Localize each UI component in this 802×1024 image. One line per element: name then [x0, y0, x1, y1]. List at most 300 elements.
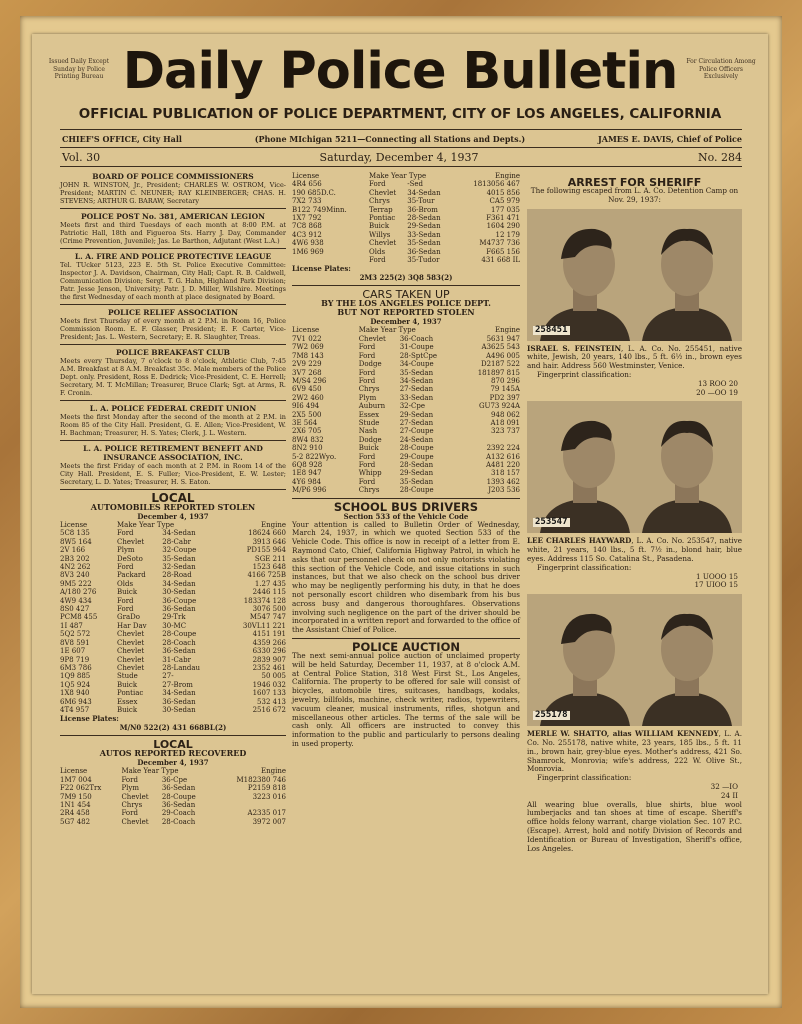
engine-cell: 4166 725B: [247, 571, 286, 580]
type-cell: 27-: [162, 672, 174, 681]
type-cell: 32-Cpe: [399, 402, 425, 411]
table-row: [60, 706, 286, 714]
mugshot-image: [527, 209, 742, 341]
license-cell: 3E 564: [292, 418, 318, 427]
type-cell: 30-Sedan: [162, 705, 196, 714]
type-cell: 36-Sedan: [161, 784, 196, 793]
type-cell: 24-Sedan: [399, 435, 434, 444]
front-portrait: [642, 228, 732, 340]
type-cell: 36-Brom: [407, 205, 438, 214]
type-cell: 36-Sedan: [162, 697, 196, 706]
divider: [60, 304, 286, 305]
engine-cell: 183374 128: [243, 596, 286, 605]
table-row: [60, 588, 286, 596]
organization-box: [60, 304, 286, 341]
engine-cell: PD2 397: [489, 393, 520, 402]
recovered-date: December 4, 1937: [137, 758, 209, 768]
make-cell: Chevlet: [369, 239, 397, 248]
table-row: [292, 206, 520, 214]
type-cell: 28-Coupe: [161, 792, 196, 801]
divider: [60, 248, 286, 249]
type-cell: 35-Tour: [407, 197, 435, 206]
license-cell: 6V9 450: [292, 385, 322, 394]
make-cell: Buick: [358, 444, 379, 453]
type-cell: 32-Coupe: [162, 546, 197, 555]
divider: [60, 129, 742, 130]
engine-cell: D2187 522: [480, 360, 520, 369]
table-row: [292, 427, 520, 435]
license-cell: 190 685D.C.: [292, 188, 336, 197]
table-row: [60, 563, 286, 571]
license-cell: 4W6 938: [292, 239, 324, 248]
column-header: Make Year Type: [358, 326, 416, 335]
license-cell: PCM8 455: [60, 613, 98, 622]
type-cell: 29-Sedan: [399, 410, 434, 419]
license-cell: 3V7 268: [292, 368, 322, 377]
license-cell: 8V3 240: [60, 571, 90, 580]
table-row: [60, 622, 286, 630]
wanted-person: [527, 209, 742, 398]
cars-date: December 4, 1937: [370, 317, 442, 327]
type-cell: 28-Coupe: [399, 486, 434, 495]
column-header: Engine: [261, 521, 286, 529]
table-row: [60, 793, 286, 801]
make-cell: Ford: [121, 809, 138, 818]
organization-boxes: [60, 172, 286, 490]
license-cell: 1N1 454: [60, 800, 91, 809]
fingerprint-label: Fingerprint classification:: [537, 562, 632, 572]
type-cell: 36-Sedan: [161, 800, 196, 809]
type-cell: 29-Coach: [161, 809, 196, 818]
organization-body: Tel. TUcker 5123, 223 E. 5th St. Police Executive Committee: Inspector J. A. Davidson, Chairman, City Hall; Capt. R. B. Caldwell, Communication Division; Sergt. T. G. Hahn, Highland Park Division; Patr. Jesse Jenson, University; Patr. J. D. Miller, Wilshire. Meetings the first Wednesday of each month at place designated by Board.: [60, 261, 286, 301]
table-row: [292, 231, 520, 239]
engine-cell: 870 296: [491, 376, 520, 385]
arrest-intro: The following escaped from L. A. Co. Detention Camp on Nov. 29, 1937:: [530, 186, 739, 204]
table-row: [292, 444, 520, 452]
type-cell: 34-Sedan: [407, 188, 441, 197]
type-cell: 36-Sedan: [162, 605, 196, 614]
divider: [60, 147, 742, 148]
type-cell: 28-Sedan: [407, 214, 441, 223]
license-cell: 1X7 792: [292, 214, 322, 223]
column-header: Engine: [495, 326, 520, 335]
organization-title: L. A. POLICE FEDERAL CREDIT UNION: [89, 404, 257, 413]
divider: [60, 166, 742, 167]
type-cell: 35-Sedan: [407, 239, 441, 248]
type-cell: 30-Sedan: [162, 588, 196, 597]
issue-number: No. 284: [697, 151, 742, 164]
make-cell: Chrys: [358, 385, 380, 394]
make-cell: Chevlet: [121, 817, 149, 826]
table-row: [292, 352, 520, 360]
engine-cell: 3223 016: [252, 792, 286, 801]
table-row: [60, 681, 286, 689]
make-cell: Chevlet: [117, 647, 145, 656]
plates-label: License Plates:: [292, 264, 351, 274]
cars-sub2: BUT NOT REPORTED STOLEN: [337, 307, 475, 318]
stolen-table-continued: [292, 172, 520, 264]
table-row: [60, 689, 286, 697]
organization-box: [60, 208, 286, 245]
license-cell: 5Q2 572: [60, 630, 91, 639]
table-row: [60, 538, 286, 546]
make-cell: Buick: [117, 588, 138, 597]
make-cell: Ford: [358, 351, 376, 360]
fingerprint-line: 20 —OO 19: [696, 387, 738, 397]
make-cell: Stude: [117, 672, 138, 681]
make-cell: Chrys: [369, 197, 390, 206]
person-details: , L. A. Co. No. 255178, native white, 23 years, 185 lbs., 5 ft. 11 in., brown hair, grey-blue eyes. Mother's address, 421 So. Shamrock, Monrovia; wife's address, 222 W. Olive St., Monrovia.: [527, 729, 742, 774]
make-cell: Essex: [117, 697, 138, 706]
column-header: Make Year Type: [121, 767, 179, 776]
engine-cell: A2335 017: [247, 809, 286, 818]
table-row: [292, 377, 520, 385]
type-cell: 29-Sedan: [399, 469, 434, 478]
recovered-local-heading: LOCAL: [153, 738, 193, 752]
person-name: MERLE W. SHATTO, alias WILLIAM KENNEDY: [527, 729, 719, 739]
column-left: [60, 172, 286, 826]
license-cell: 1E 607: [60, 647, 86, 656]
masthead-title: Daily Police Bulletin: [122, 42, 678, 101]
column-header: Engine: [495, 172, 520, 180]
license-cell: 7M8 143: [292, 351, 324, 360]
engine-cell: 177 035: [491, 205, 520, 214]
engine-cell: 181897 815: [477, 368, 520, 377]
organization-box: [60, 440, 286, 486]
license-cell: [292, 256, 369, 264]
make-cell: Packard: [117, 571, 146, 580]
divider: [60, 208, 286, 209]
make-cell: Chevlet: [121, 792, 149, 801]
engine-cell: 1.27 435: [254, 579, 286, 588]
license-cell: 1Q5 924: [60, 680, 91, 689]
organization-box: [60, 248, 286, 301]
table-row: [292, 360, 520, 368]
engine-cell: 1813056 467: [473, 180, 520, 189]
license-cell: 1X8 940: [60, 689, 90, 698]
person-details: , L. A. Co. No. 255451, native white, Jewish, 20 years, 140 lbs., 5 ft. 6½ in., brown eyes and hair. Address 560 Westminster, Venice.: [527, 343, 742, 371]
type-cell: 28-Coach: [162, 638, 196, 647]
auction-article: The next semi-annual police auction of unclaimed property will be held Saturday, December 11, 1937, at 8 o'clock A.M. at Central Police Station, 318 West First St., Los Angeles, California. The property to be offered for sale will consist of bicycles, automobile tires, suitcases, handbags, kodaks, jewelry, billfolds, machine, check writer, radios, typewriters, vacuum cleaner, musical instruments, rifles, shotgun and miscellaneous other articles. The terms of the sale will be cash only. All officers are instructed to convey this information to the public and particularly to persons dealing in used property.: [292, 650, 520, 748]
engine-cell: F361 471: [486, 214, 520, 223]
divider: [292, 285, 520, 286]
wanted-person: [527, 401, 742, 590]
make-cell: Nash: [358, 427, 378, 436]
license-cell: 9I6 494: [292, 402, 320, 411]
engine-cell: 6330 296: [252, 647, 286, 656]
recovered-table: [60, 767, 286, 826]
license-cell: 7V1 022: [292, 334, 322, 343]
engine-cell: 50 005: [261, 672, 286, 681]
table-row: [292, 256, 520, 264]
license-cell: 6Q8 928: [292, 460, 323, 469]
table-row: [60, 664, 286, 672]
cars-taken-heading: CARS TAKEN UP: [362, 288, 450, 302]
fingerprint-label: Fingerprint classification:: [537, 773, 632, 783]
bulletin-page: [32, 34, 768, 994]
license-cell: 2X5 500: [292, 410, 322, 419]
type-cell: -Sed: [407, 180, 424, 189]
engine-cell: 3913 646: [252, 537, 286, 546]
table-row: [292, 419, 520, 427]
right-ear-note: For Circulation Among Police Officers Exclusively: [686, 58, 756, 80]
table-row: [60, 818, 286, 826]
table-row: [60, 656, 286, 664]
type-cell: 32-Sedan: [162, 563, 196, 572]
type-cell: 33-Sedan: [407, 230, 441, 239]
license-cell: 4W9 434: [60, 596, 92, 605]
table-row: [292, 335, 520, 343]
table-row: [60, 529, 286, 537]
arrest-closing: All wearing blue overalls, blue shirts, blue wool lumberjacks and tan shoes at time of escape. Sheriff's office holds felony warrant, charge violation Sec. 107 P.C. (Escape). Arrest, hold and notify Division of Records and Identification or Bureau of Investigation, Sheriff's office, Los Angeles.: [527, 799, 742, 853]
license-cell: 2R4 458: [60, 809, 90, 818]
make-cell: Buick: [117, 680, 138, 689]
license-cell: B122 749Minn.: [292, 205, 347, 214]
column-header: License: [60, 521, 88, 529]
make-cell: Chevlet: [117, 537, 145, 546]
local-heading: LOCAL: [151, 491, 195, 505]
type-cell: 34-Sedan: [162, 579, 196, 588]
table-row: [292, 239, 520, 247]
type-cell: 28-Coupe: [399, 444, 434, 453]
type-cell: 34-Sedan: [162, 689, 196, 698]
chief-name: JAMES E. DAVIS, Chief of Police: [597, 134, 742, 144]
type-cell: 29-Trk: [162, 613, 186, 622]
official-subtitle: OFFICIAL PUBLICATION OF POLICE DEPARTMENT, CITY OF LOS ANGELES, CALIFORNIA: [78, 106, 722, 122]
person-name: ISRAEL S. FEINSTEIN: [527, 343, 622, 353]
table-row: [60, 597, 286, 605]
type-cell: 29-Coupe: [399, 452, 434, 461]
license-cell: 4N2 262: [60, 563, 91, 572]
type-cell: 31-Coupe: [399, 343, 434, 352]
column-middle: [292, 172, 520, 749]
table-row: [292, 180, 520, 188]
booking-number: 255178: [535, 710, 568, 721]
stolen-table: [60, 521, 286, 714]
organization-body: Meets first and third Tuesdays of each month at 8:00 P.M. at Patriotic Hall, 18th and Figueroa Sts. Harry J. Day, Commander (Crime Prevention, Juvenile); Jas. Le Barthon, Adjutant (West L.A.): [60, 221, 286, 245]
make-cell: Plym: [358, 393, 377, 402]
organization-body: Meets the first Monday after the second of the month at 2 P.M. in Room 85 of the City Hall. President, G. E. Allen; Vice-President, W. H. Bachman; Treasurer, H. S. Yates; Clerk, J. L. Western.: [60, 413, 286, 437]
license-cell: 5C8 135: [60, 529, 90, 538]
table-row: [292, 343, 520, 351]
license-cell: 1I 487: [60, 621, 83, 630]
person-description: [527, 537, 742, 563]
type-cell: 33-Sedan: [399, 393, 434, 402]
engine-cell: CA5 979: [489, 197, 520, 206]
make-cell: Chevlet: [117, 630, 145, 639]
type-cell: 35-Sedan: [162, 554, 196, 563]
make-cell: Buick: [117, 705, 138, 714]
table-row: [292, 189, 520, 197]
engine-cell: 4015 856: [486, 188, 520, 197]
divider: [60, 400, 286, 401]
table-row: [60, 613, 286, 621]
type-cell: 36-Coach: [399, 334, 434, 343]
make-cell: Chevlet: [117, 638, 145, 647]
license-cell: 1E8 947: [292, 469, 322, 478]
person-description: [527, 730, 742, 774]
type-cell: 28-Road: [162, 571, 192, 580]
make-cell: Dodge: [358, 435, 382, 444]
type-cell: 28-SptCpe: [399, 351, 438, 360]
table-row: [292, 402, 520, 410]
chiefs-line: [62, 134, 742, 144]
profile-portrait: [540, 228, 630, 340]
cars-sub1: BY THE LOS ANGELES POLICE DEPT.: [321, 298, 491, 309]
plates-label: License Plates:: [60, 714, 119, 724]
table-row: [60, 571, 286, 579]
volume-line: [62, 151, 742, 164]
organization-title: POLICE RELIEF ASSOCIATION: [107, 308, 239, 317]
fingerprint-line: 13 ROO 20: [697, 378, 738, 388]
recovered-heading: AUTOS REPORTED RECOVERED: [99, 748, 247, 759]
table-row: [292, 486, 520, 494]
engine-cell: GU73 924A: [478, 402, 520, 411]
fingerprint-line: 32 —IO: [710, 781, 738, 791]
engine-cell: 2352 461: [252, 663, 286, 672]
organization-body: Meets every Thursday, 7 o'clock to 8 o'clock, Athletic Club, 7:45 A.M. Breakfast at 8 A.M. Breakfast 35c. Male members of the Police Dept. only. President, Ross E. Dedrick; Vice-President, C. E. Herrell; Secretary, M. T. McMillan; Treasurer, Bruce Clark; Sgt. at Arms, R. F. Cronin.: [60, 357, 286, 397]
engine-cell: M182380 746: [236, 775, 286, 784]
engine-cell: A18 091: [490, 418, 520, 427]
left-ear-note: Issued Daily Except Sunday by Police Printing Bureau: [48, 58, 110, 80]
person-name: LEE CHARLES HAYWARD: [527, 536, 632, 546]
engine-cell: 1604 290: [486, 222, 520, 231]
make-cell: Ford: [358, 368, 376, 377]
table-row: [60, 555, 286, 563]
column-header: License: [60, 767, 88, 776]
organization-title: BOARD OF POLICE COMMISSIONERS: [92, 172, 254, 181]
engine-cell: F665 156: [486, 247, 520, 256]
fingerprint-line: 1 UOOO 15: [695, 571, 738, 581]
make-cell: Pontiac: [369, 214, 396, 223]
make-cell: Ford: [358, 343, 376, 352]
make-cell: Olds: [117, 579, 134, 588]
table-row: [292, 248, 520, 256]
license-cell: F22 062Trx: [60, 784, 102, 793]
column-header: Make Year Type: [369, 172, 427, 180]
table-row: [60, 672, 286, 680]
engine-cell: P2159 818: [247, 784, 286, 793]
make-cell: Plym: [117, 546, 135, 555]
table-row: [292, 394, 520, 402]
make-cell: Ford: [117, 596, 134, 605]
engine-cell: 5631 947: [486, 334, 520, 343]
plates-list: 2M3 225(2) 3Q8 583(2): [359, 273, 453, 283]
engine-cell: 318 157: [491, 469, 520, 478]
make-cell: Ford: [369, 180, 386, 189]
license-cell: 1M7 004: [60, 775, 92, 784]
make-cell: Ford: [358, 477, 376, 486]
make-cell: Ford: [117, 605, 134, 614]
license-cell: 2V 166: [60, 546, 86, 555]
issue-date: Saturday, December 4, 1937: [319, 151, 479, 164]
make-cell: Ford: [117, 563, 134, 572]
organization-body: JOHN R. WINSTON, Jr., President; CHARLES W. OSTROM, Vice-President; MARTIN C. NEUNER; RAY KLEINBERGER; CHAS. H. STEVENS; ARTHUR G. BARAW, Secretary: [60, 181, 286, 205]
license-cell: 2X6 705: [292, 427, 322, 436]
license-cell: 1Q9 885: [60, 672, 91, 681]
stolen-heading: AUTOMOBILES REPORTED STOLEN: [90, 502, 256, 512]
type-cell: 28-Coach: [161, 817, 196, 826]
fingerprint-line: 24 II: [720, 790, 738, 800]
license-cell: 2W2 460: [292, 393, 324, 402]
table-row: [60, 776, 286, 784]
divider: [292, 638, 520, 639]
engine-cell: 12 179: [495, 230, 520, 239]
engine-cell: 2392 224: [486, 444, 520, 453]
make-cell: Willys: [369, 230, 391, 239]
organization-body: Meets the first Friday of each month at 2 P.M. in Room 14 of the City Hall. President, E. S. Fuller; Vice-President, E. W. Lester; Secretary, L. D. Yates; Treasurer, H. S. Eaton.: [60, 462, 286, 486]
engine-cell: 2516 672: [252, 705, 286, 714]
type-cell: 28-Cabr: [162, 537, 191, 546]
table-row: [292, 385, 520, 393]
engine-cell: 1523 648: [252, 563, 286, 572]
engine-cell: 2446 115: [252, 588, 286, 597]
license-cell: 8W4 832: [292, 435, 324, 444]
license-cell: 7X2 733: [292, 197, 322, 206]
table-row: [292, 369, 520, 377]
bus-article: Your attention is called to Bulletin Order of Wednesday, March 24, 1937, in which we quoted Section 533 of the Vehicle Code. This office is now in receipt of a letter from E. Raymond Cato, Chief, California Highway Patrol, in which he asks that our personnel check on not only motorists violating this section of the Vehicle Code, and issue citations in such instances, but that we also check on the school bus driver who may be negligently performing his duty, in that he does not personally escort children who disembark from his bus across busy and dangerous thoroughfares. Observations involving such negligence on the part of the driver should be incorporated in a written report and forwarded to the office of the Assistant Chief of Police.: [292, 519, 520, 635]
make-cell: Chevlet: [369, 188, 397, 197]
organization-box: [60, 172, 286, 205]
divider: [292, 498, 520, 499]
type-cell: 27-Brom: [162, 680, 193, 689]
fingerprint-line: 17 UIOO 15: [694, 580, 738, 590]
engine-cell: A496 005: [485, 351, 520, 360]
type-cell: 27-Sedan: [399, 418, 434, 427]
table-row: [60, 801, 286, 809]
organization-box: [60, 344, 286, 397]
stolen-date: December 4, 1937: [137, 512, 209, 521]
column-right: [527, 172, 742, 853]
license-cell: 6M6 943: [60, 697, 92, 706]
chiefs-office: CHIEF'S OFFICE, City Hall: [62, 134, 182, 144]
table-row: [60, 546, 286, 554]
plates-list: M/N0 522(2) 431 668BL(2): [119, 723, 227, 733]
make-cell: Ford: [358, 376, 376, 385]
organization-title: L. A. POLICE RETIREMENT BENEFIT AND INSURANCE ASSOCIATION, INC.: [83, 444, 263, 462]
volume: Vol. 30: [62, 151, 101, 164]
column-header: Make Year Type: [117, 521, 175, 529]
engine-cell: J203 536: [488, 486, 520, 495]
divider: [60, 344, 286, 345]
front-portrait: [642, 421, 732, 533]
make-cell: Chrys: [358, 486, 380, 495]
organization-title: L. A. FIRE AND POLICE PROTECTIVE LEAGUE: [74, 252, 272, 261]
make-cell: Plym: [121, 784, 139, 793]
license-cell: 9M5 222: [60, 579, 92, 588]
license-cell: 9P8 719: [60, 655, 90, 664]
front-portrait: [642, 614, 732, 726]
engine-cell: 1946 032: [252, 680, 286, 689]
make-cell: Auburn: [358, 402, 386, 411]
type-cell: 28-Landau: [162, 663, 201, 672]
license-cell: 7W2 069: [292, 343, 324, 352]
type-cell: 27-Coupe: [399, 427, 434, 436]
table-row: [60, 605, 286, 613]
make-cell: Chevlet: [358, 334, 386, 343]
engine-cell: M547 747: [249, 613, 286, 622]
license-cell: 6M3 786: [60, 663, 92, 672]
type-cell: 36-Coupe: [162, 596, 197, 605]
engine-cell: 3076 500: [252, 605, 286, 614]
booking-number: 253547: [535, 517, 568, 528]
type-cell: 31-Cabr: [162, 655, 191, 664]
wanted-person: [527, 594, 742, 800]
table-row: [292, 478, 520, 486]
table-row: [292, 222, 520, 230]
engine-cell: 30VL11 221: [242, 621, 286, 630]
make-cell: Chrys: [121, 800, 143, 809]
